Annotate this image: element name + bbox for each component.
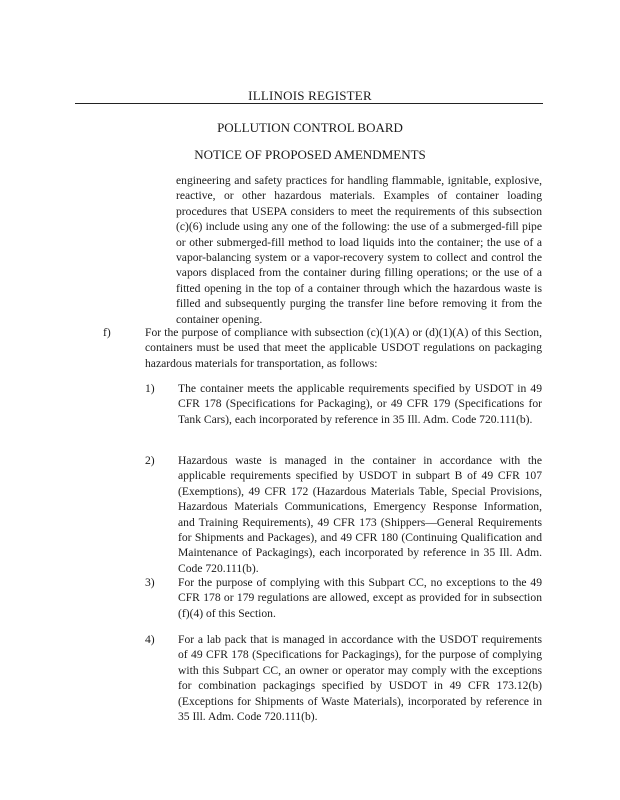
- subsection-f-text: For the purpose of compliance with subsection (c)(1)(A) or (d)(1)(A) of this Section, containers must be used that meet the applicable USDOT regulations on packaging hazardous materials for transportation, as follows:: [145, 326, 542, 370]
- continued-paragraph: engineering and safety practices for handling flammable, ignitable, explosive, reactive, or other hazardous materials. Examples of container loading procedures that USEPA considers to meet the requirements of this subsection (c)(6) include using any one of the following: the use of a submerged-fill pipe or other submerged-fill method to load liquids into the container; the use of a vapor-balancing system or a vapor-recovery system to collect and control the vapors displaced from the container during filling operations; or the use of a fitted opening in the top of a container through which the hazardous waste is filled and subsequently purging the transfer line before removing it from the container opening.: [176, 174, 542, 326]
- header-divider: [75, 103, 543, 104]
- item-1-text: The container meets the applicable requirements specified by USDOT in 49 CFR 178 (Specifications for Packaging), or 49 CFR 179 (Specifications for Tank Cars), each incorporated by reference in 35 Ill. Adm. Code 720.111(b).: [178, 382, 542, 426]
- item-4-text: For a lab pack that is managed in accordance with the USDOT requirements of 49 CFR 178 (Specifications for Packagings), for the purpose of complying with this Subpart CC, an owner or operator may comply with the exceptions for combination packagings specified by USDOT in 49 CFR 173.12(b) (Exceptions for Shipments of Waste Materials), incorporated by reference in 35 Ill. Adm. Code 720.111(b).: [178, 633, 542, 724]
- board-heading: POLLUTION CONTROL BOARD: [217, 120, 403, 135]
- subsection-f-label: f): [103, 326, 111, 339]
- item-1-number: 1): [145, 382, 155, 395]
- item-2-number: 2): [145, 454, 155, 467]
- item-4-number: 4): [145, 633, 155, 646]
- item-3-number: 3): [145, 576, 155, 589]
- notice-heading: NOTICE OF PROPOSED AMENDMENTS: [194, 147, 426, 162]
- item-3-text: For the purpose of complying with this Subpart CC, no exceptions to the 49 CFR 178 or 179 regulations are allowed, except as provided for in subsection (f)(4) of this Section.: [178, 576, 542, 620]
- register-title: ILLINOIS REGISTER: [248, 88, 372, 103]
- item-2-text: Hazardous waste is managed in the container in accordance with the applicable requirements specified by USDOT in subpart B of 49 CFR 107 (Exemptions), 49 CFR 172 (Hazardous Materials Table, Special Provisions, Hazardous Materials Communications, Emergency Response Information, and Training Requirements), 49 CFR 173 (Shippers—General Requirements for Shipments and Packages), and 49 CFR 180 (Continuing Qualification and Maintenance of Packagings), each incorporated by reference in 35 Ill. Adm. Code 720.111(b).: [178, 454, 542, 575]
